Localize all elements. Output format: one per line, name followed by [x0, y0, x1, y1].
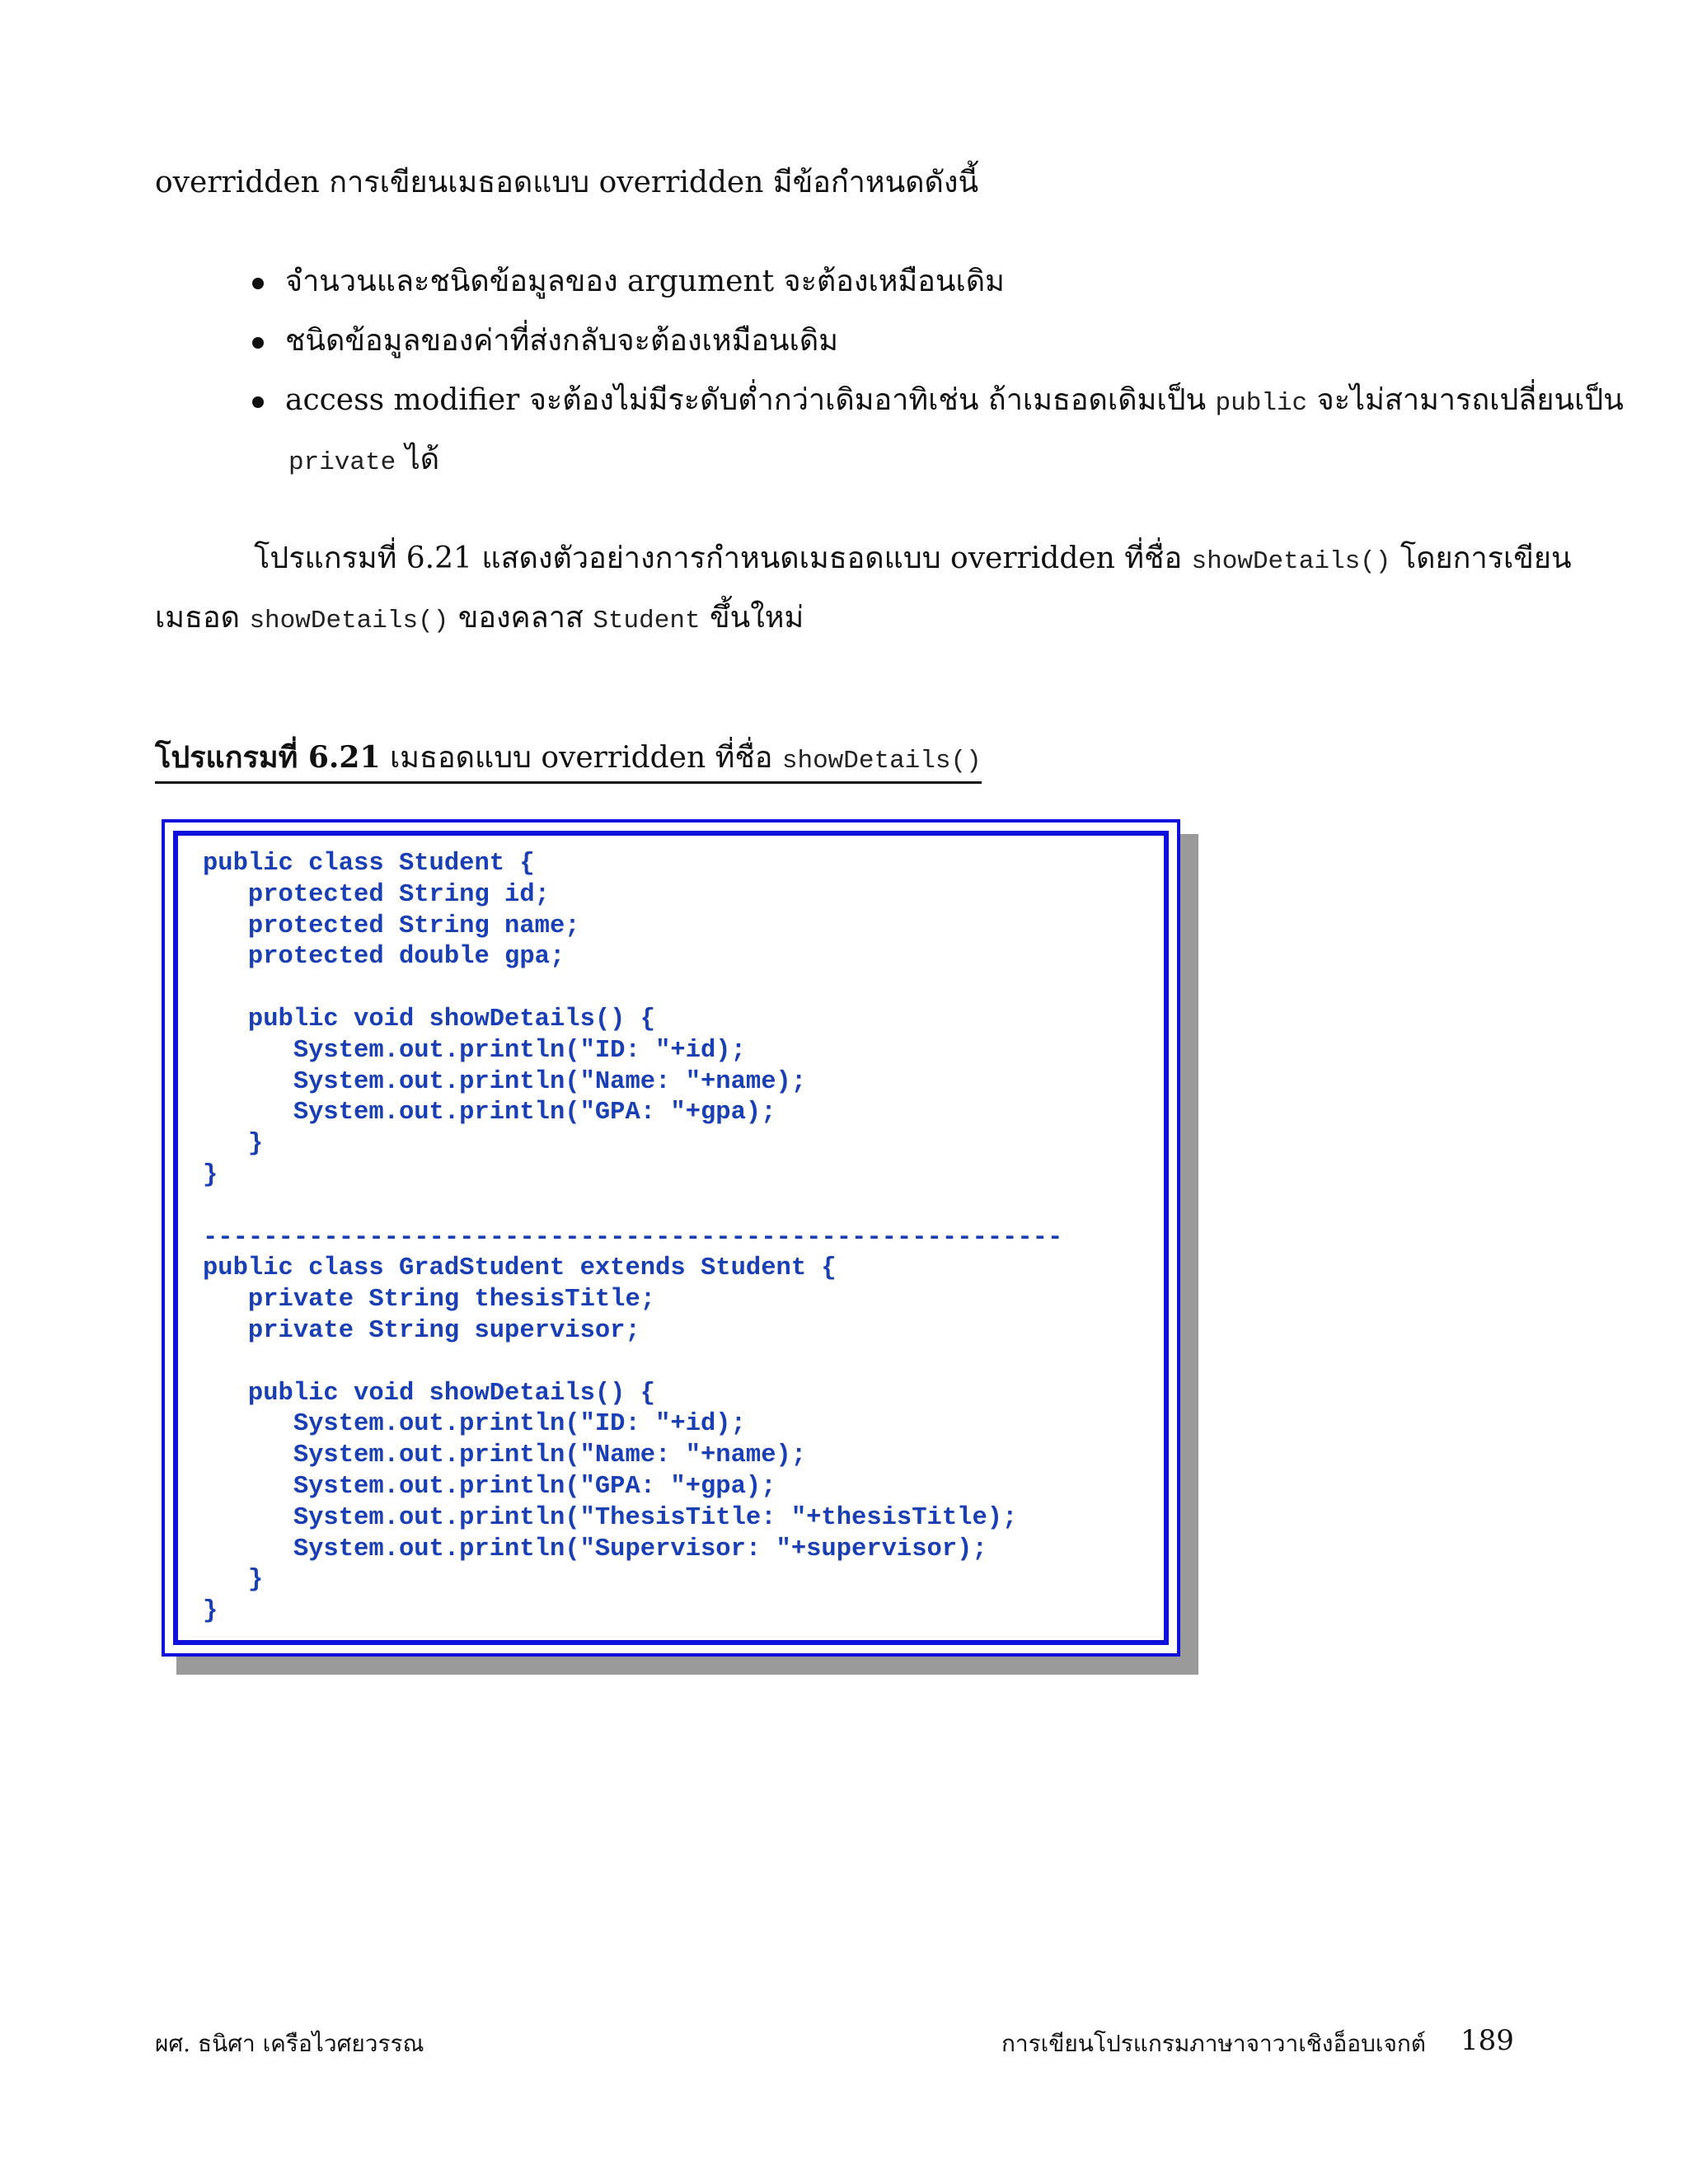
code-line: }: [203, 1160, 218, 1189]
code-line: [203, 1192, 1062, 1223]
bullet-item-2: ชนิดข้อมูลของค่าที่ส่งกลับจะต้องเหมือนเดิม: [285, 324, 838, 358]
code-line: System.out.println("ThesisTitle: "+thesisTitle);: [203, 1503, 1018, 1532]
paragraph-text: เมธอด: [155, 601, 250, 635]
code-listing: [203, 849, 1062, 1628]
bullet-icon: [252, 278, 264, 289]
caption-code: showDetails(): [781, 747, 982, 776]
paragraph-text: ขึ้นใหม่: [700, 601, 804, 635]
footer-book-title: การเขียนโปรแกรมภาษาจาวาเชิงอ็อบเจกต์: [1001, 2030, 1426, 2057]
code-line: }: [203, 1566, 264, 1595]
code-line: System.out.println("GPA: "+gpa);: [203, 1472, 776, 1501]
code-line: protected String id;: [203, 880, 550, 909]
code-line: System.out.println("Supervisor: "+supervisor);: [203, 1535, 987, 1563]
bullet-icon: [252, 337, 264, 349]
bullet-item-1: จำนวนและชนิดข้อมูลของ argument จะต้องเหมือนเดิม: [285, 265, 1005, 298]
paragraph-text: โปรแกรมที่ 6.21 แสดงตัวอย่างการกำหนดเมธอดแบบ overridden ที่ชื่อ: [254, 541, 1192, 575]
code-line: public void showDetails() {: [203, 1005, 656, 1033]
code-line: ---------------------------------------------------------: [203, 1223, 1063, 1252]
bullet-icon: [252, 396, 264, 408]
bullet-item-3-text-2: จะไม่สามารถเปลี่ยนเป็น: [1307, 383, 1624, 417]
bullet-item-3: [285, 381, 1624, 424]
code-line: protected String name;: [203, 912, 580, 940]
code-line: public class GradStudent extends Student {: [203, 1254, 837, 1283]
paragraph-text: overridden การเขียนเมธอดแบบ overridden มีข้อกำหนดดังนี้: [155, 166, 979, 199]
bullet-item-3-text: access modifier จะต้องไม่มีระดับต่ำกว่าเดิมอาทิเช่น ถ้าเมธอดเดิมเป็น: [285, 383, 1216, 417]
code-line: public void showDetails() {: [203, 1379, 656, 1408]
inline-code-private: private: [288, 448, 396, 477]
caption-text: เมธอดแบบ overridden ที่ชื่อ: [380, 741, 782, 775]
code-line: }: [203, 1130, 264, 1159]
inline-code-student: Student: [593, 607, 701, 635]
page-number: 189: [1461, 2024, 1514, 2057]
inline-code-public: public: [1215, 389, 1308, 418]
code-line: private String thesisTitle;: [203, 1286, 656, 1315]
code-line: [203, 1347, 1062, 1379]
paragraph-2-line-1: [254, 539, 1572, 582]
code-line: }: [203, 1597, 218, 1626]
code-line: public class Student {: [203, 850, 535, 878]
code-line: [203, 973, 1062, 1005]
code-line: System.out.println("ID: "+id);: [203, 1036, 746, 1065]
bullet-item-3-continuation: [288, 440, 439, 483]
code-line: System.out.println("Name: "+name);: [203, 1441, 807, 1470]
footer-author: ผศ. ธนิศา เครือไวศยวรรณ: [155, 2030, 424, 2057]
program-caption: [155, 738, 982, 784]
code-box-inner: [173, 831, 1169, 1645]
paragraph-text: ของคลาส: [448, 601, 593, 635]
inline-code-showdetails: showDetails(): [249, 607, 449, 635]
code-line: protected double gpa;: [203, 943, 565, 972]
paragraph-text: โดยการเขียน: [1390, 541, 1572, 575]
code-line: private String supervisor;: [203, 1316, 640, 1345]
paragraph-2-line-2: [155, 598, 804, 641]
code-line: System.out.println("GPA: "+gpa);: [203, 1099, 776, 1127]
code-line: System.out.println("ID: "+id);: [203, 1410, 746, 1439]
bullet-item-3-text-3: ได้: [396, 443, 440, 476]
inline-code-showdetails: showDetails(): [1191, 547, 1391, 576]
code-box: [162, 819, 1180, 1657]
code-line: System.out.println("Name: "+name);: [203, 1067, 807, 1096]
caption-label: โปรแกรมที่ 6.21: [155, 740, 381, 775]
